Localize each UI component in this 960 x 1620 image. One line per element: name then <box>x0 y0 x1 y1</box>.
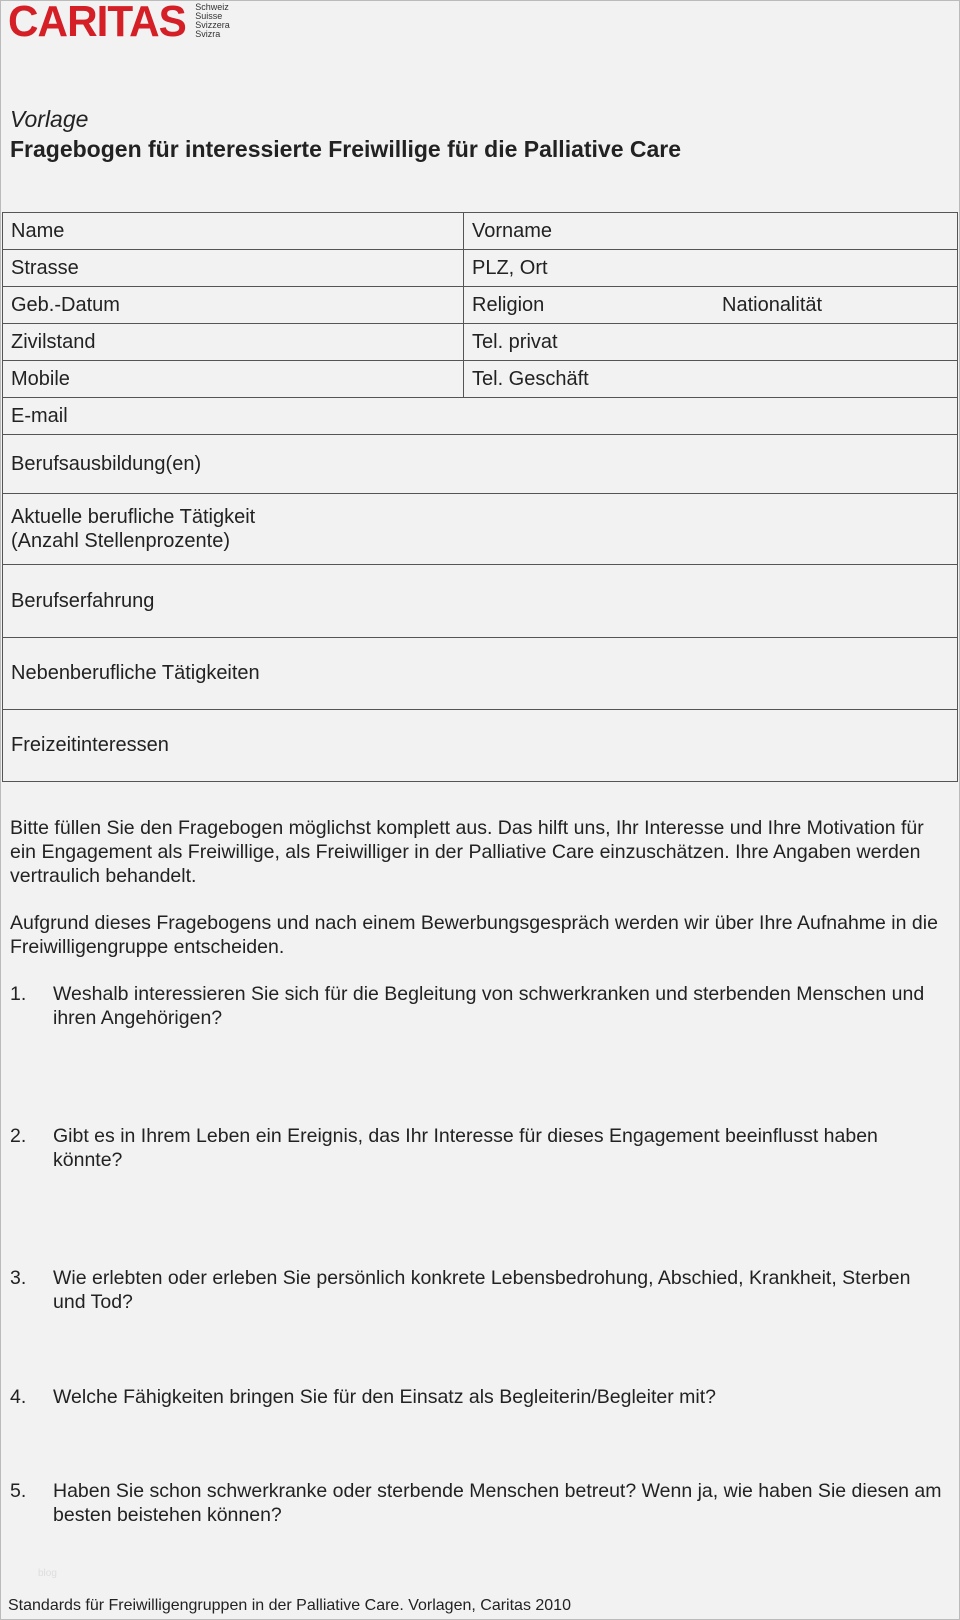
intro-paragraph: Aufgrund dieses Fragebogens und nach einem Bewerbungsgespräch werden wir über Ihre Aufnahme in die Freiwilligengruppe entscheiden. <box>10 912 938 958</box>
aktuelle-taetigkeit-field[interactable] <box>3 494 958 565</box>
question-1 <box>10 982 945 1030</box>
stellenprozente-label: (Anzahl Stellenprozente) <box>11 530 231 552</box>
zivilstand-field[interactable]: Zivilstand <box>3 324 464 361</box>
name-field[interactable]: Name <box>3 213 464 250</box>
religion-nationality-cell[interactable] <box>464 287 958 324</box>
question-number: 5. <box>10 1480 27 1502</box>
question-text: Gibt es in Ihrem Leben ein Ereignis, das Ihr Interesse für dieses Engagement beeinflusst haben könnte? <box>53 1125 878 1171</box>
question-number: 1. <box>10 983 27 1005</box>
logo-lang: Svizzera <box>195 20 230 30</box>
footer-text: Standards für Freiwilligengruppen in der Palliative Care. Vorlagen, Caritas 2010 <box>8 1597 571 1614</box>
form-row <box>3 494 958 565</box>
logo-languages <box>195 3 230 39</box>
logo-lang: Schweiz <box>195 2 229 12</box>
personal-data-form <box>2 212 958 782</box>
form-row <box>3 250 958 287</box>
logo-lang: Svizra <box>195 29 221 39</box>
tel-privat-field[interactable]: Tel. privat <box>464 324 958 361</box>
intro-text <box>10 816 945 982</box>
form-row <box>3 361 958 398</box>
form-row <box>3 324 958 361</box>
nationality-label: Nationalität <box>722 293 823 316</box>
berufsausbildung-field[interactable]: Berufsausbildung(en) <box>3 435 958 494</box>
question-number: 4. <box>10 1386 27 1408</box>
watermark: blog <box>38 1568 57 1579</box>
question-number: 2. <box>10 1125 27 1147</box>
vorname-field[interactable]: Vorname <box>464 213 958 250</box>
berufserfahrung-field[interactable]: Berufserfahrung <box>3 565 958 638</box>
strasse-field[interactable]: Strasse <box>3 250 464 287</box>
question-3 <box>10 1266 945 1314</box>
document-subtitle: Vorlage <box>10 106 89 132</box>
question-4 <box>10 1385 945 1409</box>
religion-label: Religion <box>472 293 545 316</box>
question-5 <box>10 1479 945 1527</box>
question-text: Haben Sie schon schwerkranke oder sterbende Menschen betreut? Wenn ja, wie haben Sie diesen am besten beistehen können? <box>53 1480 942 1526</box>
plz-ort-field[interactable]: PLZ, Ort <box>464 250 958 287</box>
form-row <box>3 435 958 494</box>
form-row <box>3 398 958 435</box>
logo-word: CARITAS <box>8 0 186 46</box>
logo-lang: Suisse <box>195 11 223 21</box>
form-row <box>3 287 958 324</box>
intro-paragraph: Bitte füllen Sie den Fragebogen möglichst komplett aus. Das hilft uns, Ihr Interesse und Ihre Motivation für ein Engagement als Freiwillige, als Freiwilliger in der Palliative Care einzuschätzen. Ihre Angaben werden vertraulich behandelt. <box>10 817 924 887</box>
freizeit-field[interactable]: Freizeitinteressen <box>3 710 958 782</box>
nebenberuflich-field[interactable]: Nebenberufliche Tätigkeiten <box>3 638 958 710</box>
document-title: Fragebogen für interessierte Freiwillige für die Palliative Care <box>10 136 682 162</box>
question-text: Weshalb interessieren Sie sich für die Begleitung von schwerkranken und sterbenden Menschen und ihren Angehörigen? <box>53 983 925 1029</box>
caritas-logo <box>8 0 230 44</box>
email-field[interactable]: E-mail <box>3 398 958 435</box>
geb-datum-field[interactable]: Geb.-Datum <box>3 287 464 324</box>
question-number: 3. <box>10 1267 27 1289</box>
form-row <box>3 710 958 782</box>
mobile-field[interactable]: Mobile <box>3 361 464 398</box>
form-row <box>3 213 958 250</box>
tel-geschaeft-field[interactable]: Tel. Geschäft <box>464 361 958 398</box>
form-row <box>3 565 958 638</box>
aktuelle-taetigkeit-label: Aktuelle berufliche Tätigkeit <box>11 506 256 528</box>
question-2 <box>10 1124 945 1172</box>
question-text: Welche Fähigkeiten bringen Sie für den Einsatz als Begleiterin/Begleiter mit? <box>53 1386 716 1408</box>
form-row <box>3 638 958 710</box>
question-text: Wie erlebten oder erleben Sie persönlich konkrete Lebensbedrohung, Abschied, Krankheit, Sterben und Tod? <box>53 1267 911 1313</box>
